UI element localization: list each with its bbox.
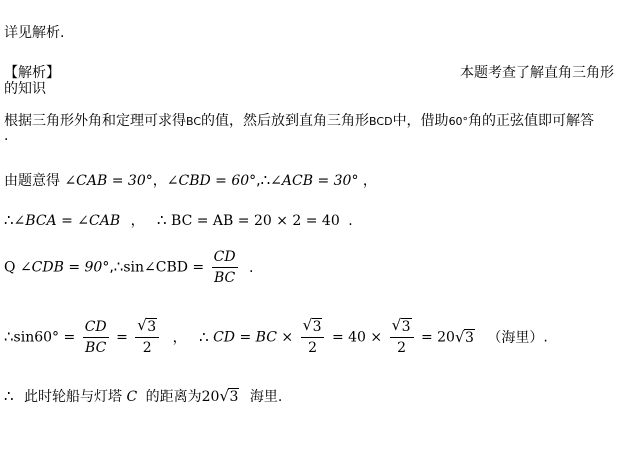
step4-calc1: CD = BC ×	[213, 329, 294, 346]
step5-end: .	[277, 389, 283, 405]
fraction-denominator: 2	[142, 340, 152, 356]
analysis-label: 【解析】	[4, 65, 60, 81]
analysis-summary-a: 本题考查了解直角三角形	[460, 65, 614, 81]
step4-sin: sin60° =	[13, 329, 76, 346]
step4-sep: ，	[172, 329, 187, 346]
sqrt-icon: √ 3	[391, 316, 411, 335]
step2-calc: BC = AB = 20 × 2 = 40	[171, 213, 340, 229]
therefore-symbol: ∴	[4, 211, 14, 229]
therefore-symbol: ∴	[199, 327, 209, 346]
step1-angle-cab: ∠CAB = 30°	[64, 173, 153, 189]
step4-calc2: = 40 ×	[331, 329, 383, 346]
step1-prefix: 由题意得	[4, 173, 60, 189]
analysis-summary-b: 的知识	[4, 81, 46, 97]
step3-sep: ,	[109, 259, 114, 276]
step5-text2: 的距离为	[145, 389, 202, 405]
therefore-symbol: ∴	[4, 327, 14, 346]
method-text-b: 的值，然后放到直角三角形	[201, 113, 370, 129]
step4-unit: （海里）	[487, 329, 544, 346]
fraction-sqrt3-over-2	[301, 318, 325, 357]
step-3	[4, 248, 253, 287]
step-5	[4, 386, 282, 406]
fraction-sqrt3-over-2	[390, 318, 414, 357]
sqrt-icon: √ 3	[454, 327, 474, 346]
step4-end: .	[543, 329, 548, 346]
sqrt-icon: √ 3	[137, 316, 157, 335]
fraction-numerator: CD	[212, 248, 238, 268]
step2-sep: ，	[130, 213, 145, 229]
method-text-c: 中，借助	[392, 113, 449, 129]
step3-end: .	[249, 259, 254, 276]
step1-sep1: ，	[152, 173, 167, 189]
fraction-denominator: BC	[213, 270, 236, 286]
step5-c: C	[126, 389, 138, 405]
step4-calc3: = 20	[420, 329, 455, 346]
step-4	[4, 318, 548, 357]
step-2	[4, 210, 353, 230]
step-1	[4, 170, 377, 190]
fraction-numerator: CD	[83, 318, 109, 338]
method-line	[4, 110, 594, 130]
step1-angle-acb: ∠ACB = 30°	[270, 173, 359, 189]
fraction-denominator: 2	[397, 340, 406, 356]
method-bcd: BCD	[369, 115, 393, 128]
step5-unit: 海里	[249, 389, 278, 405]
method-bc: BC	[186, 115, 202, 128]
step1-angle-cbd: ∠CBD = 60°	[166, 173, 257, 189]
therefore-symbol: ∴	[157, 211, 167, 229]
sqrt-icon: √ 3	[302, 316, 322, 335]
step5-text: 此时轮船与灯塔	[24, 389, 122, 405]
therefore-symbol: ∴	[113, 257, 124, 276]
fraction-denominator: 2	[308, 340, 317, 356]
fraction-denominator: BC	[85, 340, 107, 356]
step1-sep2: ,	[256, 173, 261, 189]
step2-end: .	[348, 213, 353, 229]
intro-text: 详见解析.	[4, 25, 65, 41]
step4-eq1: =	[116, 329, 128, 346]
step3-angle-cdb: ∠CDB = 90°	[19, 259, 110, 276]
therefore-symbol: ∴	[260, 171, 271, 189]
method-60: 60°	[448, 115, 469, 128]
fraction-cd-bc	[212, 248, 238, 287]
fraction-sqrt3-over-2	[135, 318, 159, 357]
step1-end: ，	[362, 173, 377, 189]
sqrt-icon: √ 3	[219, 387, 239, 405]
step2-equal-angles: ∠BCA = ∠CAB	[13, 213, 121, 229]
step3-sin: sin∠CBD =	[123, 259, 205, 276]
step5-val: 20	[201, 389, 220, 405]
therefore-symbol: ∴	[4, 387, 14, 405]
step3-q: Q	[4, 259, 16, 276]
method-text-a: 根据三角形外角和定理可求得	[4, 113, 186, 129]
fraction-cd-bc	[83, 318, 109, 357]
method-text-d: 角的正弦值即可解答	[468, 113, 595, 129]
method-end: .	[4, 128, 9, 144]
